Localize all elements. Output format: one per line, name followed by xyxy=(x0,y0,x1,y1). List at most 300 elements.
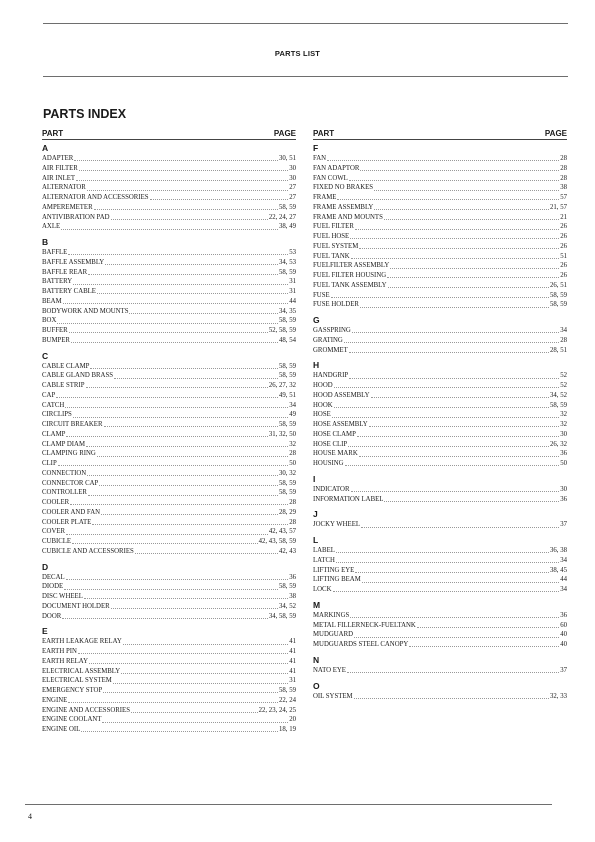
entry-page-numbers: 58, 59 xyxy=(279,583,296,591)
dot-leader xyxy=(99,484,278,486)
dot-leader xyxy=(361,526,559,528)
page-number: 4 xyxy=(28,812,32,821)
dot-leader xyxy=(101,513,278,515)
entry-part-name: ENGINE xyxy=(42,696,68,704)
dot-leader xyxy=(374,189,559,191)
entry-page-numbers: 49, 51 xyxy=(279,391,296,399)
entry-page-numbers: 38 xyxy=(289,593,296,600)
entry-part-name: DOCUMENT HOLDER xyxy=(42,602,110,610)
entry-part-name: CLAMPING RING xyxy=(42,450,96,458)
dot-leader xyxy=(350,616,559,618)
entry-page-numbers: 34, 52 xyxy=(550,391,567,399)
entry-page-numbers: 36 xyxy=(560,495,567,503)
index-entry xyxy=(313,164,567,174)
dot-leader xyxy=(333,590,560,592)
index-entry xyxy=(42,440,296,450)
index-entry xyxy=(313,391,567,401)
index-entry xyxy=(313,640,567,650)
index-section xyxy=(313,474,567,505)
entry-part-name: BAFFLE REAR xyxy=(42,268,88,276)
dot-leader xyxy=(350,237,559,239)
entry-page-numbers: 22, 24 xyxy=(279,696,296,704)
section-letter: C xyxy=(42,350,49,361)
entry-part-name: CUBICLE xyxy=(42,538,72,545)
dot-leader xyxy=(69,331,268,333)
entry-part-name: MUDGUARD xyxy=(313,631,354,639)
section-letter: N xyxy=(313,654,320,665)
index-entry xyxy=(313,692,567,702)
index-entry xyxy=(313,666,567,676)
entry-part-name: CABLE CLAMP xyxy=(42,362,90,370)
entry-page-numbers: 20 xyxy=(289,716,296,724)
index-entry xyxy=(313,556,567,566)
dot-leader xyxy=(355,228,559,230)
entry-part-name: AXLE xyxy=(42,223,61,231)
index-entry xyxy=(42,459,296,469)
entry-page-numbers: 36 xyxy=(560,611,567,619)
entry-page-numbers: 53 xyxy=(289,249,296,256)
index-entry xyxy=(42,667,296,677)
entry-part-name: COOLER PLATE xyxy=(42,518,92,526)
dot-leader xyxy=(349,377,559,379)
entry-part-name: CIRCLIPS xyxy=(42,411,72,419)
dot-leader xyxy=(68,253,288,255)
index-entry xyxy=(313,252,567,262)
entry-page-numbers: 50 xyxy=(560,460,567,467)
entry-page-numbers: 42, 43 xyxy=(279,547,296,555)
entry-part-name: CLAMP xyxy=(42,430,66,438)
index-sections xyxy=(313,143,567,701)
entry-part-name: FUEL FILTER HOUSING xyxy=(313,272,387,279)
dot-leader xyxy=(387,276,559,278)
section-letter: I xyxy=(313,473,316,484)
index-entry xyxy=(313,566,567,576)
index-entry xyxy=(313,485,567,495)
entry-page-numbers: 34 xyxy=(289,401,296,409)
index-entry xyxy=(313,585,567,595)
entry-page-numbers: 26 xyxy=(560,233,567,240)
entry-page-numbers: 31 xyxy=(289,288,296,295)
entry-page-numbers: 58, 59 xyxy=(279,203,296,211)
index-entry xyxy=(42,307,296,317)
entry-part-name: DECAL xyxy=(42,573,65,581)
dot-leader xyxy=(72,542,258,544)
dot-leader xyxy=(354,697,549,699)
dot-leader xyxy=(74,159,278,161)
entry-part-name: ELECTRICAL SYSTEM xyxy=(42,677,112,685)
dot-leader xyxy=(68,701,278,703)
index-section xyxy=(313,600,567,650)
entry-part-name: METAL FILLERNECK-FUELTANK xyxy=(313,621,416,629)
entry-page-numbers: 58, 59 xyxy=(279,372,296,380)
entry-page-numbers: 34, 35 xyxy=(279,307,296,315)
index-entry xyxy=(42,582,296,592)
entry-page-numbers: 58, 59 xyxy=(279,268,296,276)
entry-page-numbers: 42, 43, 57 xyxy=(268,528,296,536)
entry-page-numbers: 58, 59 xyxy=(550,291,567,299)
index-entry xyxy=(42,637,296,647)
entry-page-numbers: 38, 45 xyxy=(550,566,567,574)
entry-part-name: ENGINE OIL xyxy=(42,726,81,733)
entry-part-name: JOCKY WHEEL xyxy=(313,521,361,529)
dot-leader xyxy=(384,218,559,220)
entry-part-name: FAN COWL xyxy=(313,174,348,182)
entry-part-name: COVER xyxy=(42,528,66,536)
index-section xyxy=(313,535,567,595)
index-entry xyxy=(313,449,567,459)
entry-page-numbers: 51 xyxy=(560,252,567,260)
dot-leader xyxy=(409,645,559,647)
index-entry xyxy=(313,459,567,469)
entry-part-name: LIFTING BEAM xyxy=(313,576,361,584)
dot-leader xyxy=(111,218,268,220)
dot-leader xyxy=(332,416,559,418)
index-entry xyxy=(42,193,296,203)
index-section xyxy=(313,143,567,310)
dot-leader xyxy=(334,386,560,388)
dot-leader xyxy=(89,662,288,664)
index-entry xyxy=(42,547,296,557)
dot-leader xyxy=(150,198,289,200)
entry-part-name: FUELFILTER ASSEMBLY xyxy=(313,262,390,270)
entry-part-name: BUFFER xyxy=(42,327,68,334)
index-entry xyxy=(42,213,296,223)
entry-part-name: FRAME xyxy=(313,194,337,201)
entry-part-name: CABLE GLAND BRASS xyxy=(42,372,113,380)
entry-part-name: NATO EYE xyxy=(313,666,346,674)
entry-part-name: GASSPRING xyxy=(313,327,351,334)
entry-part-name: MUDGUARDS STEEL CANOPY xyxy=(313,641,409,648)
dot-leader xyxy=(121,672,288,674)
entry-part-name: FUSE xyxy=(313,291,330,299)
index-entry xyxy=(42,381,296,391)
index-entry xyxy=(42,154,296,164)
entry-part-name: CLAMP DIAM xyxy=(42,440,85,448)
dot-leader xyxy=(354,636,559,638)
entry-part-name: LATCH xyxy=(313,556,335,564)
dot-leader xyxy=(345,464,560,466)
entry-page-numbers: 32, 33 xyxy=(550,692,567,700)
entry-part-name: EARTH PIN xyxy=(42,648,77,655)
index-entry xyxy=(313,174,567,184)
part-column-label: PART xyxy=(313,129,335,138)
dot-leader xyxy=(104,425,279,427)
index-entry xyxy=(42,527,296,537)
footer-rule xyxy=(25,804,552,805)
entry-part-name: INFORMATION LABEL xyxy=(313,495,384,503)
dot-leader xyxy=(360,306,549,308)
entry-part-name: HOSE xyxy=(313,411,331,419)
entry-page-numbers: 30 xyxy=(289,174,296,182)
entry-part-name: EARTH LEAKAGE RELAY xyxy=(42,638,122,646)
entry-page-numbers: 32 xyxy=(560,411,567,419)
index-entry xyxy=(313,271,567,281)
entry-page-numbers: 60 xyxy=(560,621,567,629)
section-letter: A xyxy=(42,143,49,153)
entry-page-numbers: 28 xyxy=(289,499,296,506)
entry-part-name: BOX xyxy=(42,317,57,325)
dot-leader xyxy=(57,322,278,324)
index-entry xyxy=(313,546,567,556)
dot-leader xyxy=(87,189,288,191)
entry-page-numbers: 30 xyxy=(560,430,567,438)
dot-leader xyxy=(79,169,288,171)
entry-page-numbers: 36 xyxy=(560,450,567,458)
entry-part-name: FUEL SYSTEM xyxy=(313,242,359,250)
part-column-label: PART xyxy=(42,129,64,138)
entry-page-numbers: 58, 59 xyxy=(279,489,296,497)
dot-leader xyxy=(357,435,559,437)
index-entry xyxy=(313,213,567,223)
dot-leader xyxy=(86,386,268,388)
entry-page-numbers: 34 xyxy=(560,556,567,564)
index-section xyxy=(42,351,296,557)
entry-part-name: LABEL xyxy=(313,547,335,554)
dot-leader xyxy=(73,416,288,418)
entry-part-name: HOOD ASSEMBLY xyxy=(313,391,370,399)
index-entry xyxy=(42,430,296,440)
entry-part-name: FUEL FILTER xyxy=(313,223,354,231)
page-column-label: PAGE xyxy=(273,129,296,138)
entry-page-numbers: 28 xyxy=(289,518,296,526)
dot-leader xyxy=(56,396,278,398)
dot-leader xyxy=(76,179,288,181)
entry-page-numbers: 32 xyxy=(560,421,567,428)
entry-part-name: LIFTING EYE xyxy=(313,566,355,574)
index-entry xyxy=(42,676,296,686)
entry-page-numbers: 30 xyxy=(560,485,567,493)
entry-page-numbers: 50 xyxy=(289,460,296,467)
entry-part-name: HOSE CLAMP xyxy=(313,430,356,438)
entry-page-numbers: 31, 32, 50 xyxy=(268,430,296,438)
entry-part-name: BAFFLE xyxy=(42,249,68,256)
index-entry xyxy=(313,430,567,440)
dot-leader xyxy=(336,551,549,553)
entry-part-name: FRAME ASSEMBLY xyxy=(313,203,374,211)
dot-leader xyxy=(331,296,549,298)
index-entry xyxy=(313,346,567,356)
dot-leader xyxy=(359,247,559,249)
index-entry xyxy=(42,401,296,411)
entry-page-numbers: 31 xyxy=(289,677,296,685)
entry-page-numbers: 22, 24, 27 xyxy=(268,213,296,221)
dot-leader xyxy=(348,445,549,447)
entry-part-name: HANDGRIP xyxy=(313,372,349,380)
entry-page-numbers: 21, 57 xyxy=(550,203,567,211)
entry-page-numbers: 28 xyxy=(560,155,567,162)
entry-part-name: BUMPER xyxy=(42,336,70,344)
index-entry xyxy=(313,222,567,232)
dot-leader xyxy=(103,691,278,693)
dot-leader xyxy=(78,652,288,654)
index-entry xyxy=(42,277,296,287)
entry-part-name: ALTERNATOR AND ACCESSORIES xyxy=(42,194,149,201)
entry-page-numbers: 58, 59 xyxy=(550,401,567,409)
entry-part-name: AMPEREMETER xyxy=(42,203,93,211)
index-entry xyxy=(313,495,567,505)
entry-part-name: COOLER xyxy=(42,499,70,506)
dot-leader xyxy=(66,578,289,580)
dot-leader xyxy=(71,341,278,343)
entry-page-numbers: 31 xyxy=(289,278,296,286)
entry-page-numbers: 28 xyxy=(560,336,567,344)
entry-page-numbers: 27 xyxy=(289,194,296,201)
dot-leader xyxy=(63,302,289,304)
entry-part-name: COOLER AND FAN xyxy=(42,508,101,516)
entry-page-numbers: 38, 49 xyxy=(279,223,296,231)
dot-leader xyxy=(70,503,288,505)
section-letter: H xyxy=(313,360,320,371)
index-entry xyxy=(42,420,296,430)
index-entry xyxy=(313,183,567,193)
entry-page-numbers: 34 xyxy=(560,586,567,593)
index-entry xyxy=(313,630,567,640)
entry-page-numbers: 49 xyxy=(289,411,296,419)
dot-leader xyxy=(105,263,278,265)
entry-page-numbers: 41 xyxy=(289,667,296,675)
dot-leader xyxy=(355,571,549,573)
entry-part-name: GROMMET xyxy=(313,346,348,354)
dot-leader xyxy=(87,474,278,476)
entry-page-numbers: 58, 59 xyxy=(550,301,567,309)
entry-page-numbers: 26 xyxy=(560,262,567,270)
dot-leader xyxy=(97,455,288,457)
index-section xyxy=(313,315,567,355)
index-entry xyxy=(42,449,296,459)
entry-page-numbers: 58, 59 xyxy=(279,317,296,325)
index-entry xyxy=(42,573,296,583)
dot-leader xyxy=(129,312,278,314)
dot-leader xyxy=(388,286,549,288)
entry-page-numbers: 37 xyxy=(560,666,567,674)
index-entry xyxy=(313,420,567,430)
index-entry xyxy=(313,410,567,420)
entry-part-name: FUSE HOLDER xyxy=(313,301,359,309)
index-entry xyxy=(42,602,296,612)
column-header xyxy=(313,129,567,140)
entry-page-numbers: 28 xyxy=(289,450,296,458)
dot-leader xyxy=(351,490,560,492)
entry-part-name: FUEL HOSE xyxy=(313,233,350,240)
entry-part-name: FAN xyxy=(313,155,327,162)
index-entry xyxy=(313,193,567,203)
dot-leader xyxy=(88,273,278,275)
section-letter: G xyxy=(313,315,320,325)
index-section xyxy=(313,681,567,702)
entry-part-name: HOOK xyxy=(313,401,333,409)
entry-part-name: FUEL TANK ASSEMBLY xyxy=(313,281,387,289)
dot-leader xyxy=(86,445,288,447)
index-entry xyxy=(42,686,296,696)
entry-page-numbers: 48, 54 xyxy=(279,336,296,344)
entry-page-numbers: 40 xyxy=(560,641,567,648)
index-entry xyxy=(313,242,567,252)
index-entry xyxy=(42,479,296,489)
entry-page-numbers: 28, 51 xyxy=(550,346,567,354)
entry-part-name: ELECTRICAL ASSEMBLY xyxy=(42,667,121,675)
index-entry xyxy=(42,706,296,716)
section-letter: D xyxy=(42,561,49,572)
dot-leader xyxy=(390,267,559,269)
index-section xyxy=(313,655,567,676)
index-entry xyxy=(313,281,567,291)
entry-part-name: CUBICLE AND ACCESSORIES xyxy=(42,547,134,555)
entry-part-name: CATCH xyxy=(42,401,65,409)
index-entry xyxy=(42,498,296,508)
index-entry xyxy=(42,508,296,518)
index-entry xyxy=(42,248,296,258)
entry-part-name: ANTIVIBRATION PAD xyxy=(42,213,110,221)
index-section xyxy=(313,509,567,530)
entry-page-numbers: 36 xyxy=(289,573,296,581)
entry-part-name: BEAM xyxy=(42,297,62,305)
entry-part-name: ENGINE COOLANT xyxy=(42,716,102,724)
entry-part-name: EMERGENCY STOP xyxy=(42,687,103,694)
dot-leader xyxy=(81,730,278,732)
dot-leader xyxy=(114,377,278,379)
entry-page-numbers: 36, 38 xyxy=(550,547,567,554)
entry-page-numbers: 22, 23, 24, 25 xyxy=(258,706,296,714)
index-entry xyxy=(42,725,296,735)
entry-part-name: HOUSING xyxy=(313,460,344,467)
entry-page-numbers: 34, 52 xyxy=(279,602,296,610)
entry-page-numbers: 44 xyxy=(560,576,567,584)
page-column-label: PAGE xyxy=(544,129,567,138)
entry-part-name: CONNECTOR CAP xyxy=(42,479,99,487)
dot-leader xyxy=(327,159,559,161)
dot-leader xyxy=(94,208,278,210)
entry-part-name: CONTROLLER xyxy=(42,489,87,497)
entry-page-numbers: 27 xyxy=(289,184,296,192)
dot-leader xyxy=(61,228,278,230)
entry-page-numbers: 52 xyxy=(560,372,567,380)
index-entry xyxy=(42,696,296,706)
entry-page-numbers: 58, 59 xyxy=(279,362,296,370)
dot-leader xyxy=(66,435,267,437)
index-entry xyxy=(42,391,296,401)
entry-part-name: DOOR xyxy=(42,612,62,620)
entry-page-numbers: 30, 51 xyxy=(279,155,296,162)
index-entry xyxy=(313,401,567,411)
index-entry xyxy=(42,371,296,381)
entry-part-name: CONNECTION xyxy=(42,469,87,477)
entry-page-numbers: 28 xyxy=(560,174,567,182)
entry-page-numbers: 34, 58, 59 xyxy=(268,612,296,620)
index-entry xyxy=(313,154,567,164)
section-letter: E xyxy=(42,626,48,637)
dot-leader xyxy=(131,711,258,713)
entry-part-name: FRAME AND MOUNTS xyxy=(313,213,383,221)
index-entry xyxy=(42,592,296,602)
entry-part-name: ALTERNATOR xyxy=(42,184,86,192)
dot-leader xyxy=(88,494,278,496)
index-entry xyxy=(313,261,567,271)
dot-leader xyxy=(113,682,288,684)
entry-page-numbers: 30, 32 xyxy=(279,469,296,477)
index-entry xyxy=(42,174,296,184)
index-entry xyxy=(42,183,296,193)
dot-leader xyxy=(336,561,559,563)
index-entry xyxy=(42,647,296,657)
index-column-left xyxy=(42,129,296,735)
index-entry xyxy=(42,362,296,372)
index-entry xyxy=(313,371,567,381)
index-entry xyxy=(313,440,567,450)
entry-part-name: CABLE STRIP xyxy=(42,382,85,389)
index-entry xyxy=(42,268,296,278)
index-section xyxy=(42,626,296,735)
entry-page-numbers: 58, 59 xyxy=(279,479,296,487)
